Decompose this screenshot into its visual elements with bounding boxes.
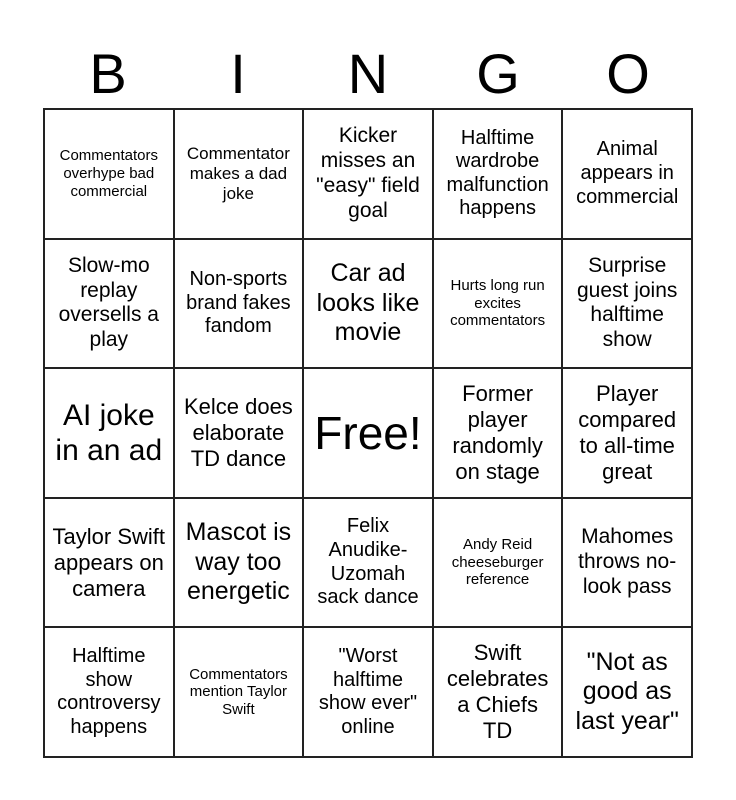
bingo-cell[interactable]: Car ad looks like movie xyxy=(303,239,433,369)
bingo-cell[interactable]: Swift celebrates a Chiefs TD xyxy=(433,627,563,757)
bingo-cell[interactable]: "Worst halftime show ever" online xyxy=(303,627,433,757)
bingo-cell[interactable]: Halftime show controversy happens xyxy=(44,627,174,757)
bingo-cell[interactable]: Commentators overhype bad commercial xyxy=(44,109,174,239)
bingo-cell[interactable]: Former player randomly on stage xyxy=(433,368,563,498)
bingo-cell[interactable]: Kicker misses an "easy" field goal xyxy=(303,109,433,239)
header-letter-o: O xyxy=(606,42,650,105)
bingo-cell[interactable]: Taylor Swift appears on camera xyxy=(44,498,174,628)
bingo-header xyxy=(43,40,693,108)
bingo-cell[interactable]: AI joke in an ad xyxy=(44,368,174,498)
bingo-cell[interactable]: Animal appears in commercial xyxy=(562,109,692,239)
header-letter-n: N xyxy=(347,42,389,105)
header-letter-b: B xyxy=(89,42,127,105)
bingo-cell[interactable]: Slow-mo replay oversells a play xyxy=(44,239,174,369)
bingo-cell[interactable]: Mascot is way too energetic xyxy=(174,498,304,628)
bingo-cell[interactable]: Kelce does elaborate TD dance xyxy=(174,368,304,498)
bingo-cell[interactable]: Commentators mention Taylor Swift xyxy=(174,627,304,757)
bingo-cell[interactable]: Felix Anudike-Uzomah sack dance xyxy=(303,498,433,628)
bingo-cell[interactable]: Andy Reid cheeseburger reference xyxy=(433,498,563,628)
bingo-cell[interactable]: Hurts long run excites commentators xyxy=(433,239,563,369)
header-letter-i: I xyxy=(230,42,246,105)
bingo-cell[interactable]: Halftime wardrobe malfunction happens xyxy=(433,109,563,239)
bingo-cell[interactable]: Player compared to all-time great xyxy=(562,368,692,498)
bingo-cell[interactable]: Surprise guest joins halftime show xyxy=(562,239,692,369)
bingo-cell[interactable]: Mahomes throws no-look pass xyxy=(562,498,692,628)
bingo-cell[interactable]: "Not as good as last year" xyxy=(562,627,692,757)
bingo-cell[interactable]: Non-sports brand fakes fandom xyxy=(174,239,304,369)
free-space-cell[interactable]: Free! xyxy=(303,368,433,498)
bingo-board xyxy=(43,108,693,758)
bingo-cell[interactable]: Commentator makes a dad joke xyxy=(174,109,304,239)
header-letter-g: G xyxy=(476,42,520,105)
